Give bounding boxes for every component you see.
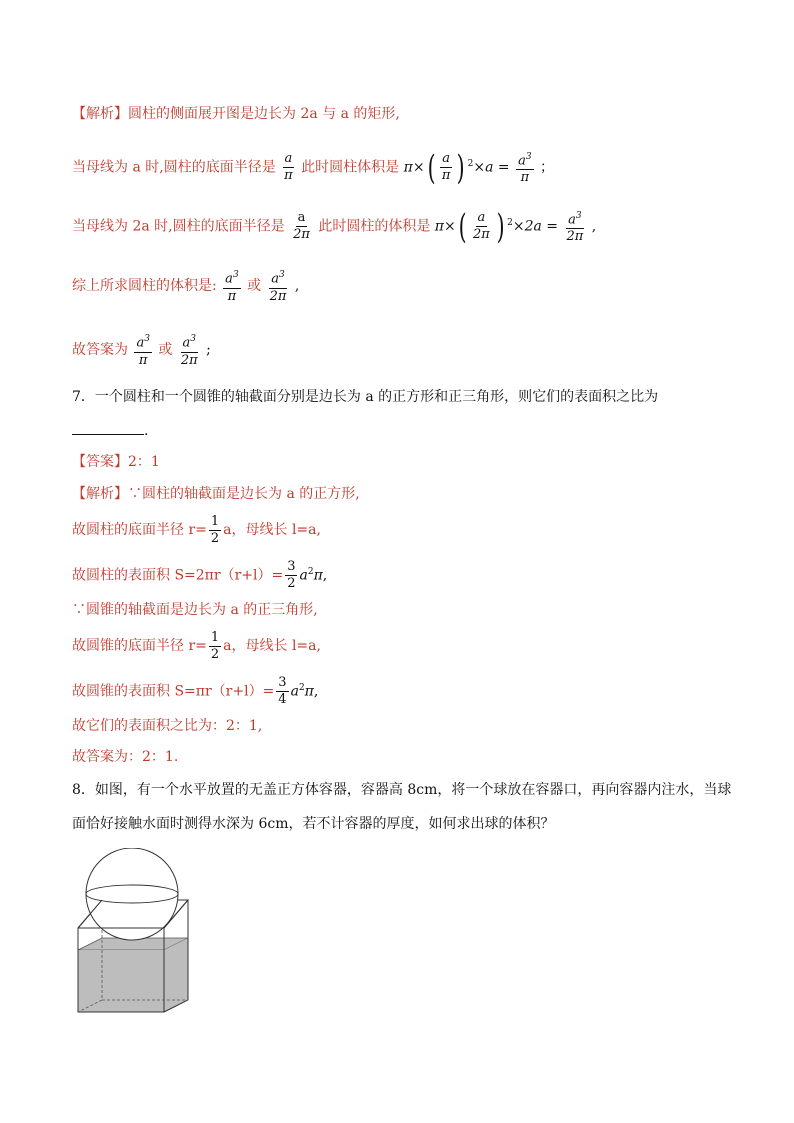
inner-fraction-2: $\frac{a}{2\pi}$ [473, 210, 490, 243]
end: ; [206, 342, 211, 358]
three-halves-fraction: $\frac{3}{2}$ [287, 559, 296, 592]
analysis-tag: 【解析】 [72, 106, 128, 122]
half-fraction-2: $\frac{1}{2}$ [210, 629, 220, 662]
analysis-line-5 [72, 330, 211, 370]
radius-fraction-2: $\frac{a}{2\pi}$ [293, 210, 310, 243]
pi: π [403, 159, 413, 176]
three-quarters-fraction: $\frac{3}{4}$ [278, 675, 287, 708]
pi: π [304, 683, 314, 700]
end: , [591, 218, 597, 235]
s4-text: ∵圆锥的轴截面是边长为 a 的正三角形, [72, 602, 318, 618]
answer-fraction-1: $\frac{a^3}{\pi}$ [223, 267, 241, 304]
answer-fraction-4: $\frac{a^3}{2\pi}$ [179, 331, 200, 368]
twoa: 2a [524, 218, 542, 235]
times2: × [512, 218, 525, 235]
sq: 2 [298, 683, 305, 693]
s3-post: , [322, 567, 328, 584]
s1-text: ∵圆柱的轴截面是边长为 a 的正方形, [128, 486, 360, 502]
equals: = [497, 159, 510, 176]
s6-post: , [313, 683, 319, 700]
answer-text: 2：1 [128, 454, 160, 470]
end: ； [540, 159, 555, 176]
solution-line-6 [72, 668, 318, 708]
a: a [290, 683, 299, 700]
or: 或 [247, 278, 262, 294]
sphere-cube-figure [72, 848, 202, 1018]
l2-mid: 此时圆柱体积是 [301, 159, 400, 176]
s2-pre: 故圆柱的底面半径 r= [72, 522, 207, 538]
volume-fraction-2: $\frac{a^3}{2\pi}$ [564, 208, 585, 245]
answer-7 [72, 452, 160, 472]
l5-pre: 故答案为 [72, 342, 128, 358]
radius-fraction: $\frac{a}{\pi}$ [284, 151, 293, 184]
analysis-line-2 [72, 144, 555, 188]
rparen: ) [457, 147, 465, 188]
lparen: ( [458, 206, 467, 247]
analysis-text: 圆柱的侧面展开图是边长为 2a 与 a 的矩形, [128, 106, 400, 122]
s5-post: a，母线长 l=a, [223, 638, 321, 654]
solution-line-7 [72, 716, 262, 736]
pi: π [434, 218, 444, 235]
times: × [412, 159, 425, 176]
l3-pre: 当母线为 2a 时,圆柱的底面半径是 [72, 218, 285, 235]
sq: 2 [307, 567, 314, 577]
square: 2 [467, 159, 474, 169]
s7-text: 故它们的表面积之比为：2：1, [72, 718, 263, 734]
rparen: ) [496, 206, 505, 247]
analysis-line-3 [72, 203, 597, 247]
s3-pre: 故圆柱的表面积 S=2πr（r+l）= [72, 567, 284, 584]
question-8-line-1: 8．如图，有一个水平放置的无盖正方体容器，容器高 8cm，将一个球放在容器口，再向容器内注水，当球 [72, 782, 732, 798]
question-7: 7．一个圆柱和一个圆锥的轴截面分别是边长为 a 的正方形和正三角形，则它们的表面积之比为 [72, 389, 659, 405]
analysis-tag: 【解析】 [72, 486, 128, 502]
question-8-line-2: 面恰好接触水面时测得水深为 6cm，若不计容器的厚度，如何求出球的体积？ [72, 816, 555, 832]
volume-fraction: $\frac{a^3}{\pi}$ [516, 149, 534, 186]
inner-fraction: $\frac{a}{\pi}$ [441, 151, 451, 184]
s8-text: 故答案为：2：1. [72, 749, 179, 765]
equals: = [546, 218, 559, 235]
answer-blank [72, 434, 144, 435]
l2-pre: 当母线为 a 时,圆柱的底面半径是 [72, 159, 276, 176]
square: 2 [507, 218, 513, 228]
lparen: ( [427, 147, 436, 188]
analysis-line-4 [72, 266, 299, 306]
answer-tag: 【答案】 [72, 454, 128, 470]
a: a [485, 159, 494, 176]
times: × [444, 218, 456, 235]
end: . [144, 423, 149, 439]
s2-post: a，母线长 l=a, [223, 522, 321, 538]
answer-fraction-3: $\frac{a^3}{\pi}$ [134, 331, 152, 368]
end: , [294, 278, 300, 294]
solution-line-2 [72, 510, 321, 550]
times2: × [473, 159, 486, 176]
pi: π [313, 567, 323, 584]
half-fraction: $\frac{1}{2}$ [210, 513, 220, 546]
solution-line-3 [72, 552, 327, 592]
solution-line-8 [72, 747, 178, 767]
solution-line-5 [72, 626, 321, 666]
solution-line-1 [72, 484, 360, 504]
l3-mid: 此时圆柱的体积是 [318, 218, 431, 235]
s5-pre: 故圆锥的底面半径 r= [72, 638, 207, 654]
question-7-blank [72, 421, 148, 441]
or: 或 [158, 342, 173, 358]
a: a [299, 567, 308, 584]
l4-pre: 综上所求圆柱的体积是: [72, 278, 217, 294]
answer-fraction-2: $\frac{a^3}{2\pi}$ [268, 267, 289, 304]
s6-pre: 故圆锥的表面积 S=πr（r+l）= [72, 683, 275, 700]
solution-line-4 [72, 600, 318, 620]
analysis-line-1 [72, 104, 400, 124]
